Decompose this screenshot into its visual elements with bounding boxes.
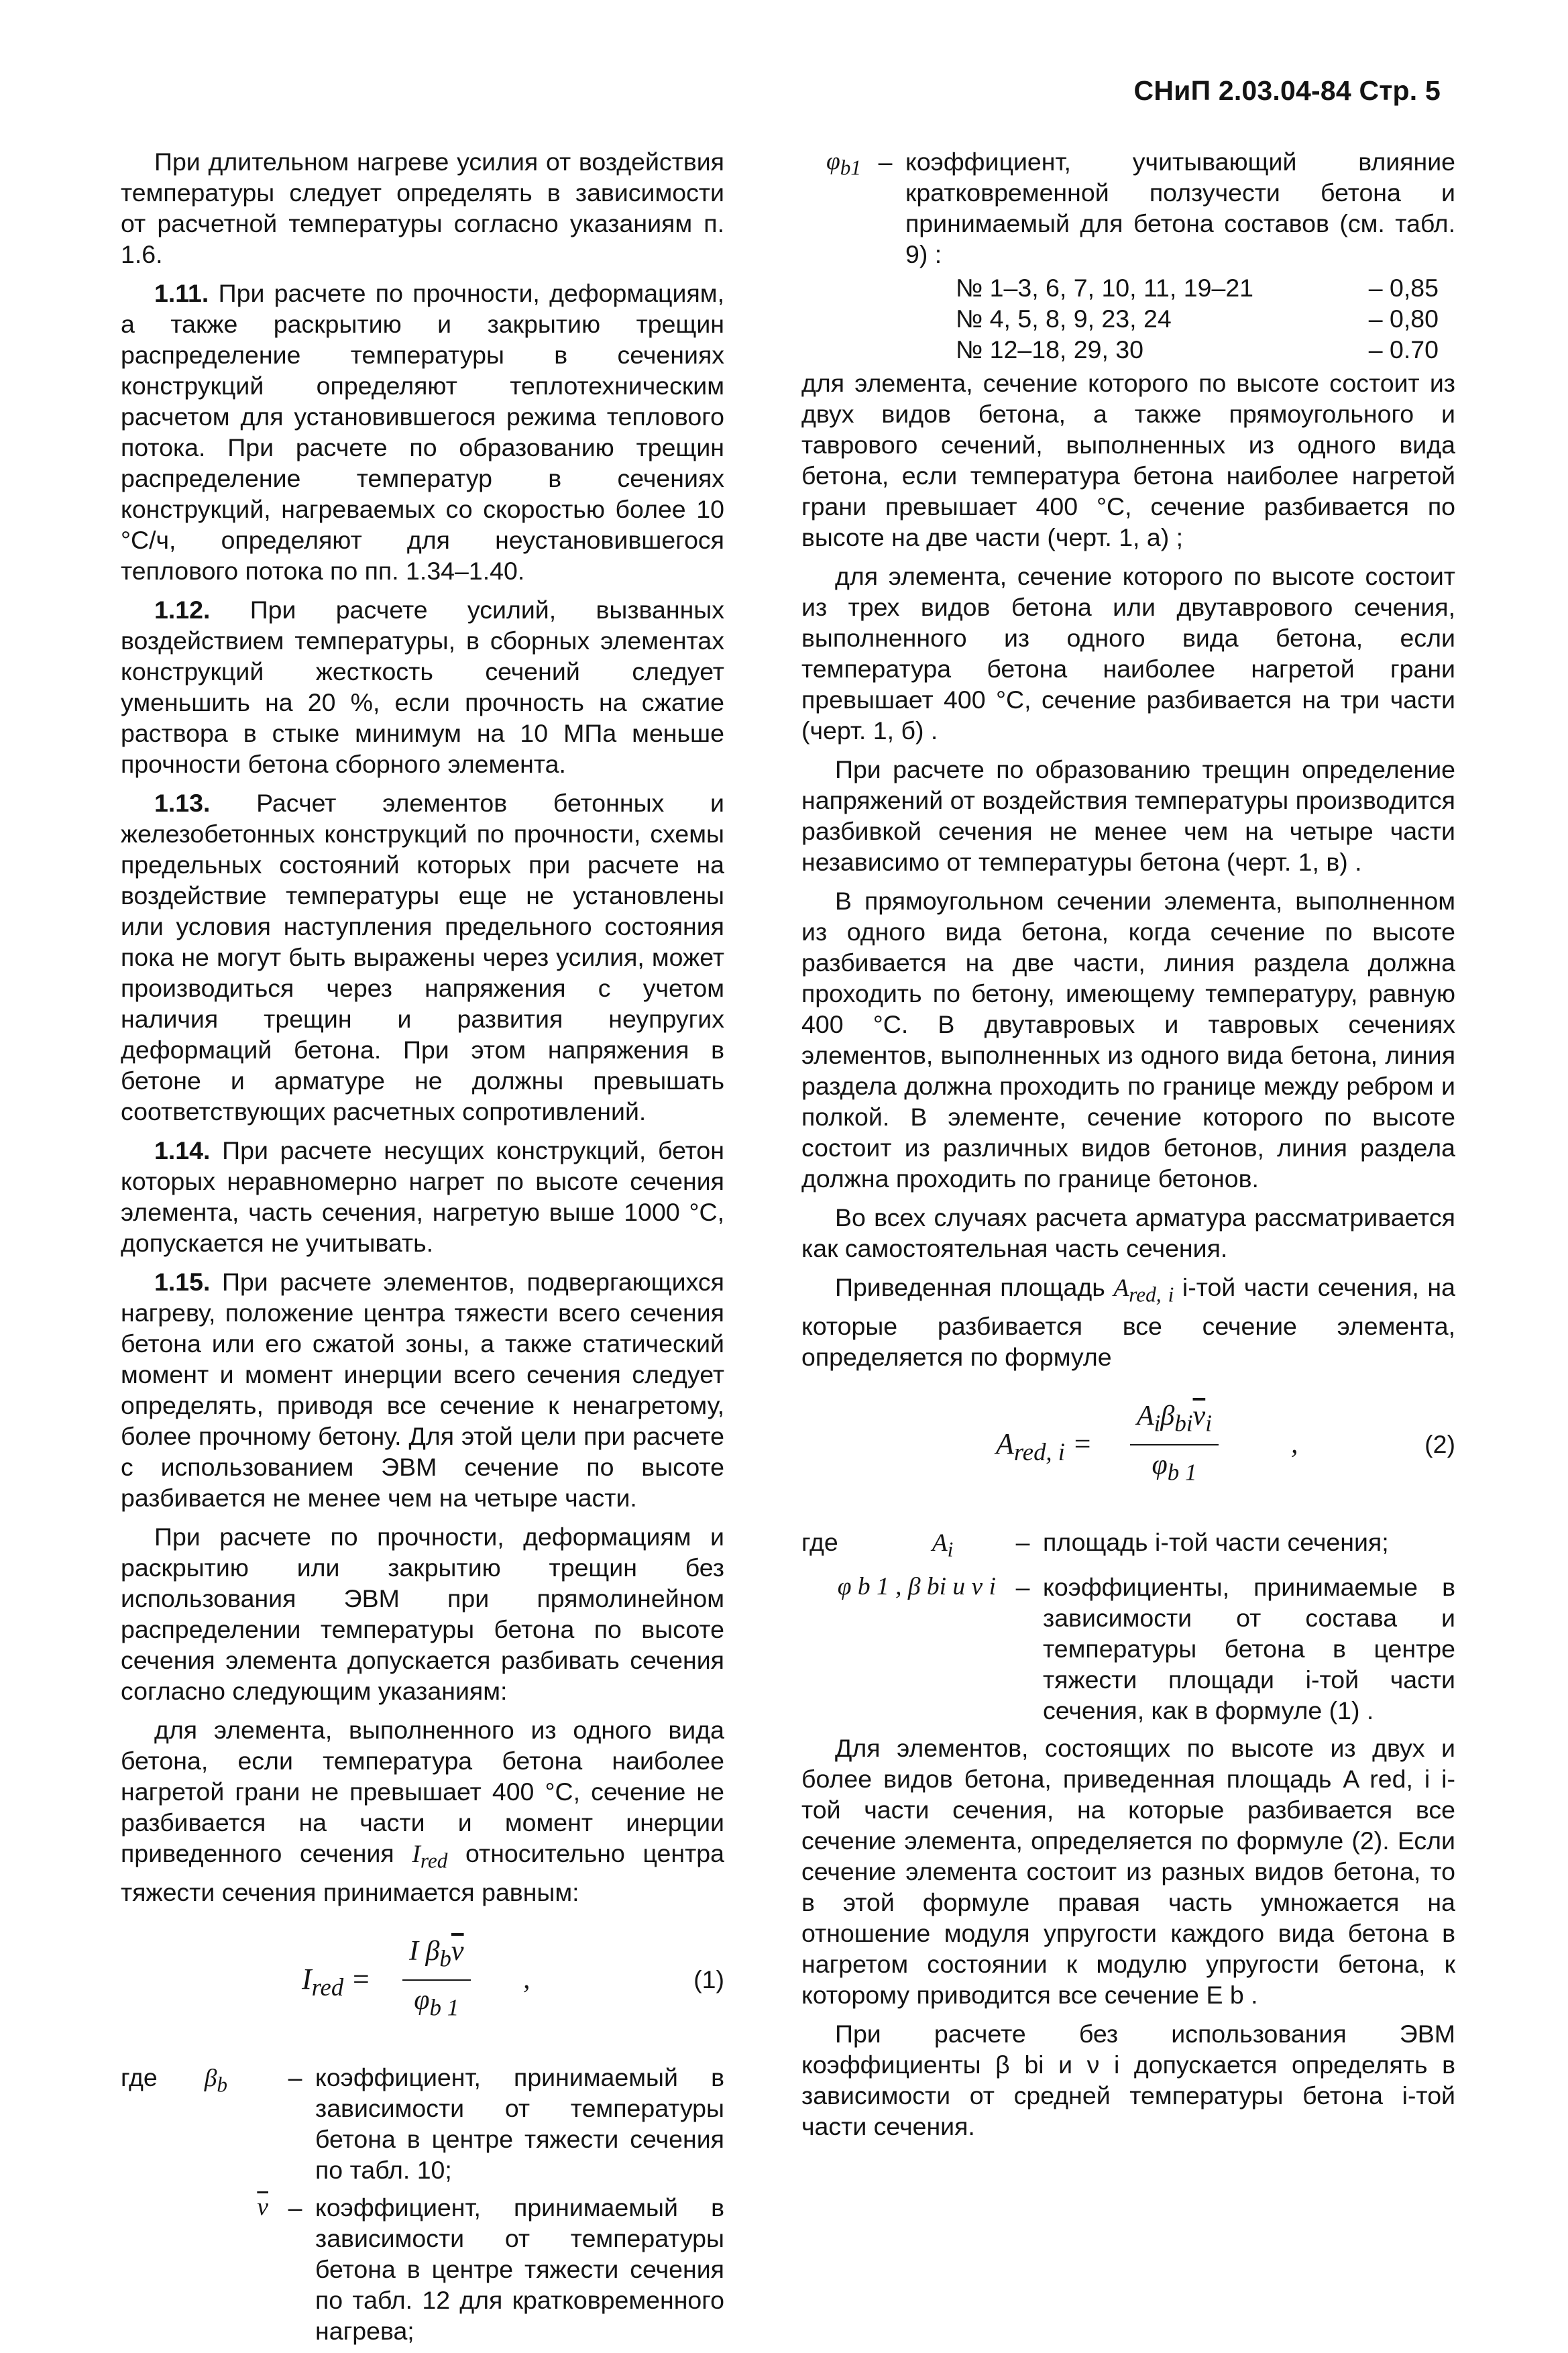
list-item: № 4, 5, 8, 9, 23, 24 – 0,80 <box>956 305 1439 333</box>
equation-1: $I_{red}$ = I $\beta_b\overline{\nu}$ $\varphi_{b 1}$ , (1) <box>121 1921 724 2042</box>
paragraph-no-evm-2: При расчете без использования ЭВМ коэффициенты β bi и ν i допускается определять в зависимости от средней температуры бетона i-той части сечения. <box>801 2020 1455 2140</box>
paragraph-area: Приведенная площадь $A_{red, i}$ i-той части сечения, на которые разбивается все сечение элемента, определяется по формуле <box>801 1273 1455 1371</box>
definition-beta-b: где $\beta_b$ – коэффициент, принимаемый в зависимости от температуры бетона в центре тяжести сечения по табл. 10; <box>121 2063 724 2184</box>
where-label: где <box>121 2063 158 2091</box>
paragraph-single-type: для элемента, выполненного из одного вида бетона, если температура бетона наиболее нагретой грани не превышает 400 °С, сечение не разбивается на части и момент инерции приведенного сечения $I_{red}$ относительно центра тяжести сечения принимается равным: <box>121 1716 724 1906</box>
equation-2-tag: (2) <box>1424 1429 1455 1458</box>
mix-list <box>956 272 1455 365</box>
clause-text: Расчет элементов бетонных и железобетонных конструкций по прочности, схемы предельных состояний которых при расчете на воздействие температуры еще не установлены или условия наступления предельного состояния пока не могут быть выражены через усилия, может производиться через напряжения с учетом наличия трещин и развития неупругих деформаций бетона. При этом напряжения в бетоне и арматуре не должны превышать соответствующих расчетных сопротивлений. <box>121 789 724 1126</box>
paragraph-1-13 <box>121 787 724 1127</box>
equation-2-fraction <box>1130 1399 1219 1490</box>
definition-coefficients: φ b 1 , β bi и ν i – коэффициенты, принимаемые в зависимости от состава и температуры бетона в центре тяжести площади i-той части сечения, как в формуле (1) . <box>837 1573 1455 1725</box>
left-column <box>121 146 724 2353</box>
paragraph-1-12 <box>121 594 724 779</box>
page-header: СНиП 2.03.04-84 Стр. 5 <box>1133 75 1441 106</box>
definition-phi-b1: $\varphi_{b1}$ – коэффициент, учитывающий влияние кратковременной ползучести бетона и принимаемый для бетона составов (см. табл. 9) : <box>826 148 1455 268</box>
definition-a-i: где $A_i$ – площадь i-той части сечения; <box>801 1527 1389 1561</box>
equation-2-denominator: $\varphi_{b 1}$ <box>1152 1449 1197 1486</box>
definition-nu: $\overline{\nu}$ – коэффициент, принимаемый в зависимости от температуры бетона в центре тяжести сечения по табл. 12 для кратковременного нагрева; <box>257 2193 724 2345</box>
right-column <box>801 146 1455 2150</box>
clause-number: 1.14. <box>154 1136 211 1164</box>
paragraph-1-15 <box>121 1266 724 1513</box>
clause-text: При расчете по прочности, деформациям, а также раскрытию и закрытию трещин распределение температуры в сечениях конструкций определяют теплотехническим расчетом для установившегося режима теплового потока. При расчете по образованию трещин распределение температур в сечениях конструкций, нагреваемых со скоростью более 10 °С/ч, определяют для неустановившегося теплового потока по пп. 1.34–1.40. <box>121 279 724 585</box>
where-label: где <box>801 1527 838 1556</box>
paragraph-three-types: для элемента, сечение которого по высоте состоит из трех видов бетона или двутаврового сечения, выполненного из одного вида бетона, если температура бетона наиболее нагретой грани превышает 400 °С, сечение разбивается на три части (черт. 1, б) . <box>801 562 1455 745</box>
list-item: № 12–18, 29, 30 – 0.70 <box>956 335 1439 364</box>
paragraph-rect: В прямоугольном сечении элемента, выполненном из одного вида бетона, когда сечение по высоте разбивается на две части, линия раздела должна проходить по бетону, имеющему температуру, равную 400 °С. В двутавровых и тавровых сечениях элементов, выполненных из одного вида бетона, линия раздела должна проходить по границе между ребром и полкой. В элементе, сечение которого по высоте состоит из различных видов бетонов, линия раздела должна проходить по границе бетонов. <box>801 887 1455 1193</box>
paragraph-cracks: При расчете по образованию трещин определение напряжений от воздействия температуры производится разбивкой сечения не менее чем на четыре части независимо от температуры бетона (черт. 1, в) . <box>801 755 1455 876</box>
symbol-a-red-i: $A_{red, i}$ <box>1113 1274 1174 1307</box>
clause-number: 1.11. <box>154 279 209 307</box>
equation-1-fraction <box>402 1934 471 2025</box>
clause-number: 1.12. <box>154 596 211 624</box>
paragraph-no-evm: При расчете по прочности, деформациям и раскрытию или закрытию трещин без использования ЭВМ при прямолинейном распределении температуры бетона по высоте сечения элемента допускается разбивать сечения согласно следующим указаниям: <box>121 1523 724 1705</box>
paragraph-intro: При длительном нагреве усилия от воздействия температуры следует определять в зависимости от расчетной температуры согласно указаниям п. 1.6. <box>121 148 724 268</box>
equation-1-lhs: $I_{red}$ = <box>302 1962 371 2001</box>
paragraph-1-14 <box>121 1135 724 1258</box>
equation-2-lhs: $A_{red, i}$ = <box>996 1427 1093 1466</box>
symbol-i-red: $I_{red}$ <box>412 1841 448 1873</box>
clause-text: При расчете элементов, подвергающихся нагреву, положение центра тяжести всего сечения бетона или его сжатой зоны, а также статический момент и момент инерции всего сечения следует определять, приводя все сечение к ненагретому, более прочному бетону. Для этой цели при расчете с использованием ЭВМ сечение по высоте разбивается не менее чем на четыре части. <box>121 1268 724 1512</box>
clause-text: При расчете несущих конструкций, бетон которых неравномерно нагрет по высоте сечения элемента, часть сечения, нагретую выше 1000 °С, допускается не учитывать. <box>121 1136 724 1257</box>
list-item: № 1–3, 6, 7, 10, 11, 19–21 – 0,85 <box>956 274 1439 302</box>
equation-2-numerator: $A_i\beta_{bi}\overline{\nu}_i$ <box>1130 1399 1219 1445</box>
equation-1-tag: (1) <box>693 1965 724 1993</box>
paragraph-1-11 <box>121 278 724 586</box>
clause-number: 1.13. <box>154 789 211 817</box>
paragraph-rebar: Во всех случаях расчета арматура рассматривается как самостоятельная часть сечения. <box>801 1203 1455 1262</box>
clause-text: При расчете усилий, вызванных воздействием температуры, в сборных элементах конструкций жесткость сечений следует уменьшить на 20 %, если прочность на сжатие раствора в стыке минимум на 10 МПа меньше прочности бетона сборного элемента. <box>121 596 724 778</box>
equation-1-numerator: I $\beta_b\overline{\nu}$ <box>402 1934 471 1981</box>
paragraph-two-types: для элемента, сечение которого по высоте состоит из двух видов бетона, а также прямоугольного и таврового сечений, выполненных из одного вида бетона, если температура бетона наиболее нагретой грани превышает 400 °С, сечение разбивается по высоте на две части (черт. 1, а) ; <box>801 369 1455 551</box>
clause-number: 1.15. <box>154 1268 211 1296</box>
paragraph-multi-types: Для элементов, состоящих по высоте из двух и более видов бетона, приведенная площадь A red, i i-той части сечения, на которые разбивается все сечение элемента, определяется по формуле (2). Если сечение элемента состоит из разных видов бетона, то в этой формуле правая часть умножается на отношение модуля упругости каждого вида бетона в нагретом состоянии к модулю упругости бетона, к которому приводится все сечение E b . <box>801 1734 1455 2009</box>
equation-1-denominator: $\varphi_{b 1}$ <box>414 1984 459 2021</box>
equation-2: $A_{red, i}$ = $A_i\beta_{bi}\overline{\nu}_i$ $\varphi_{b 1}$ , (2) <box>801 1386 1455 1507</box>
